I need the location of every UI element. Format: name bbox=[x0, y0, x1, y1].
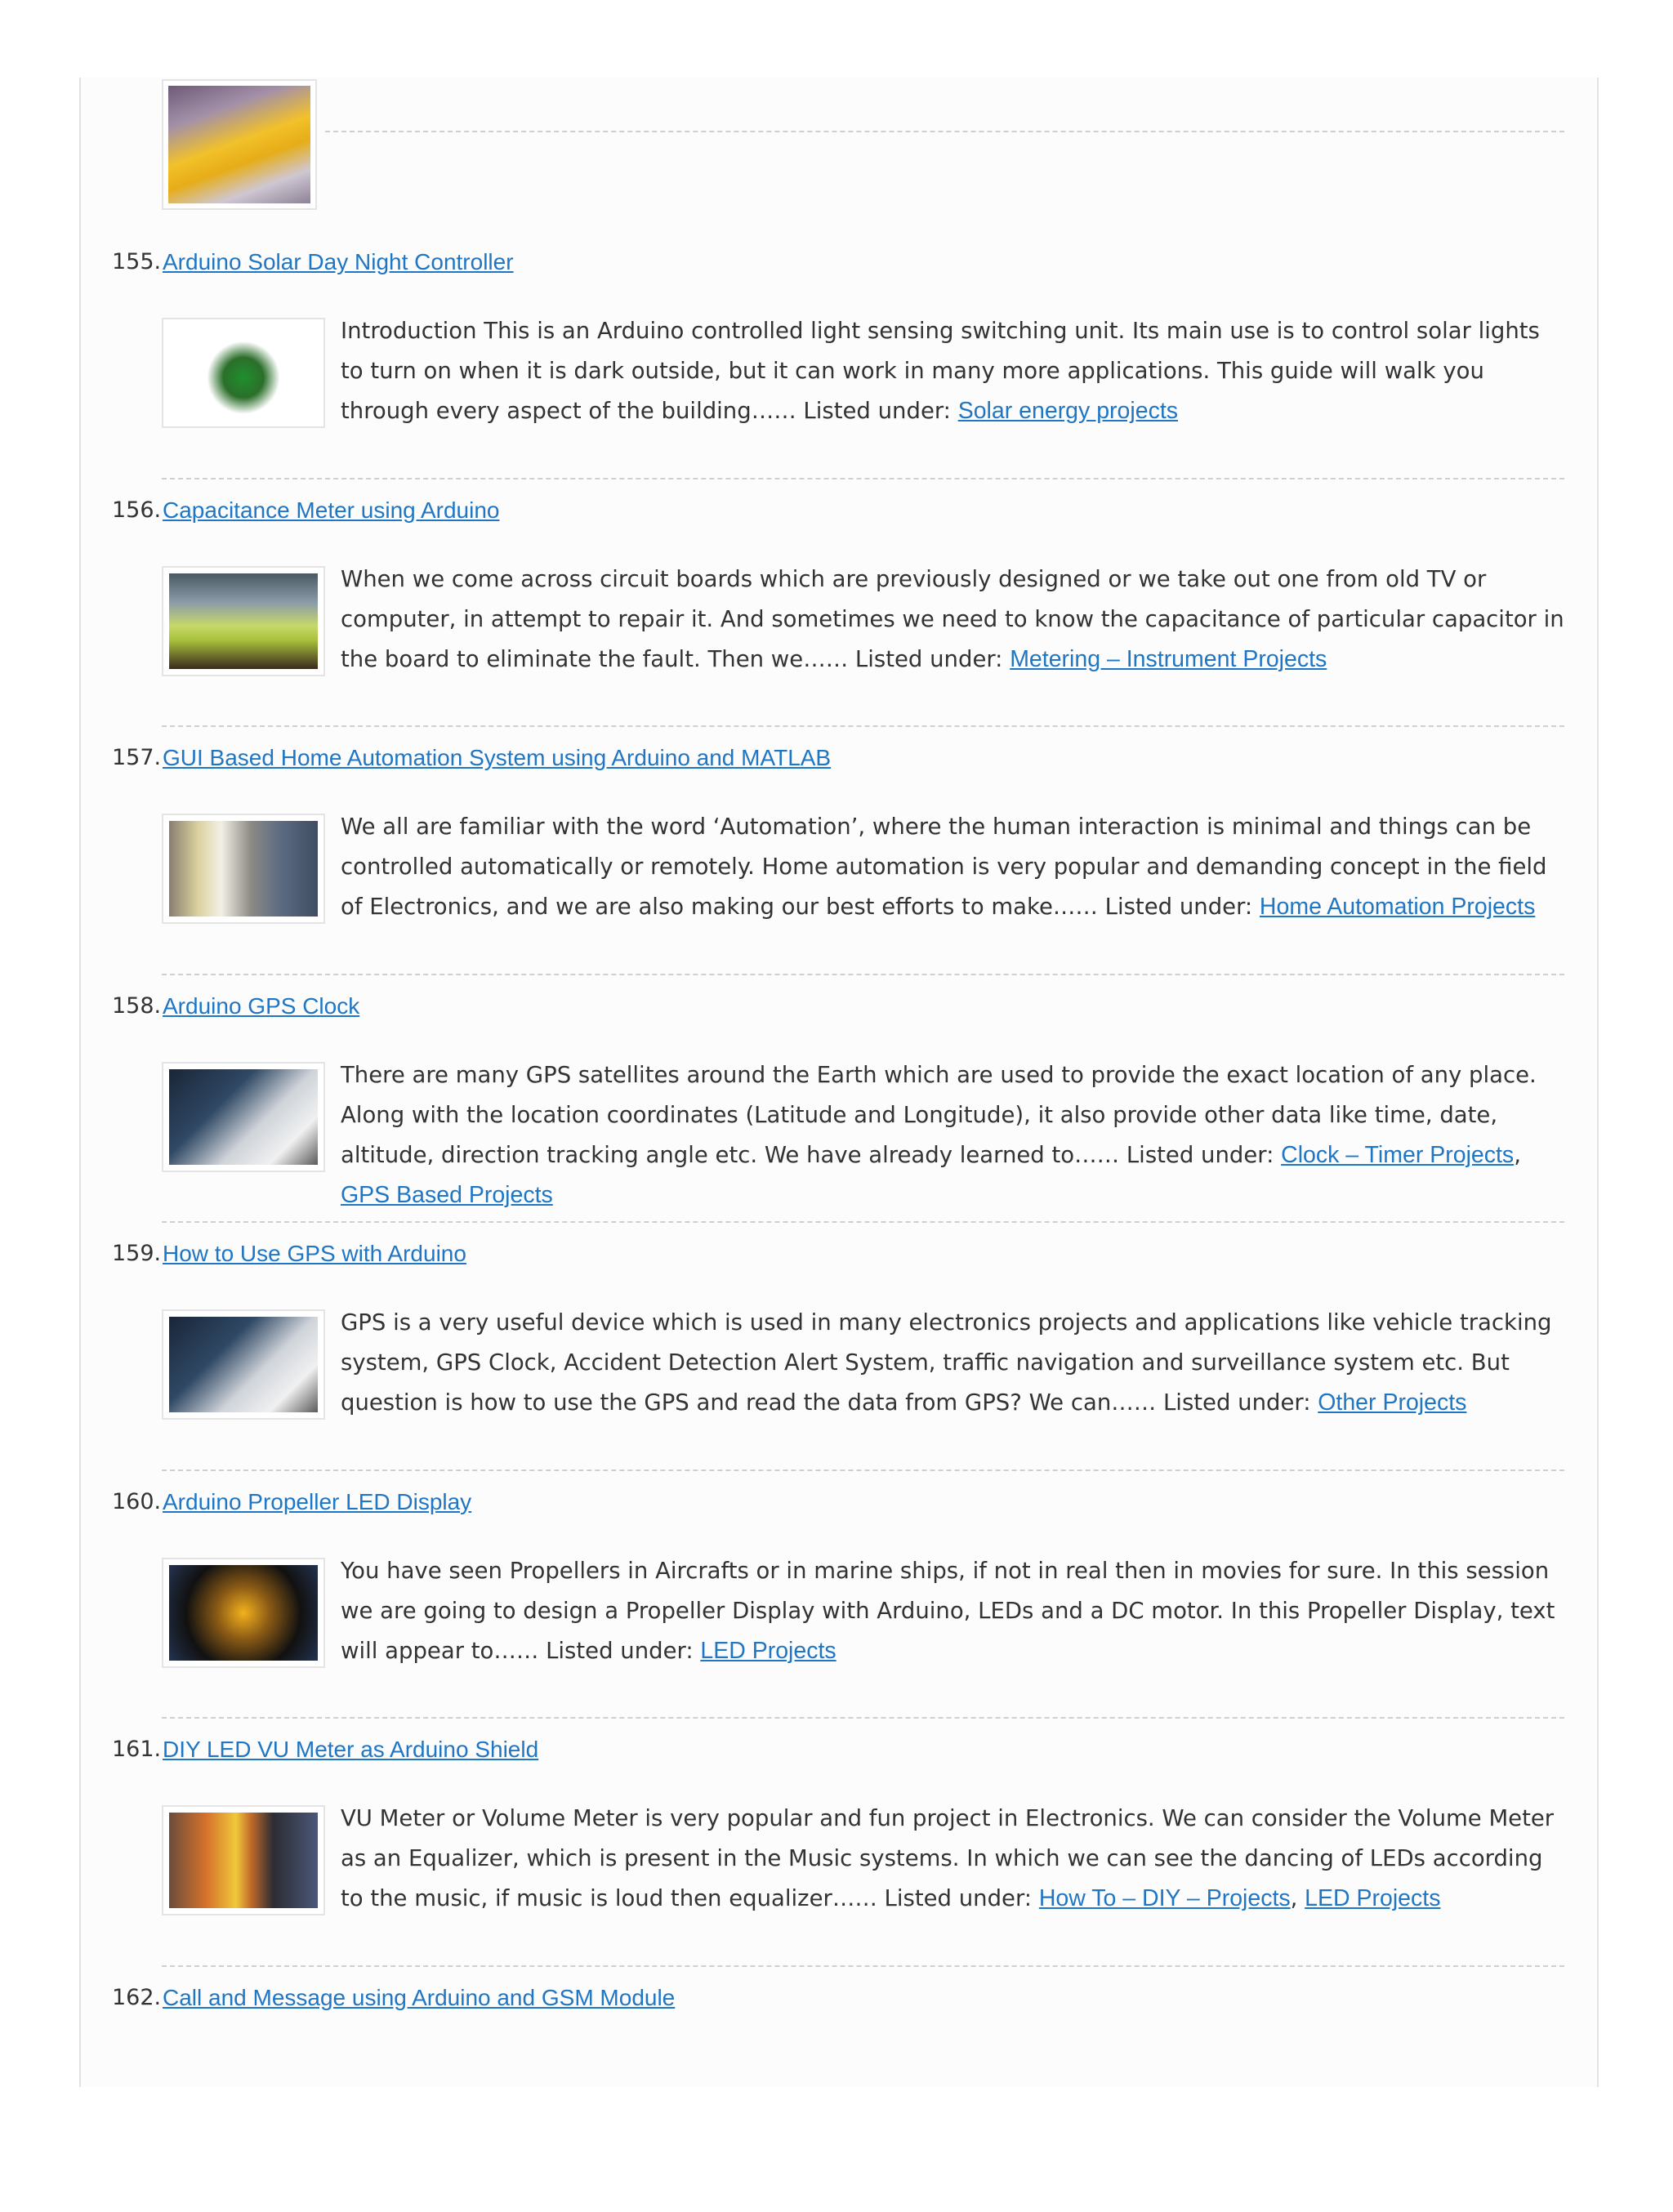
description-text: GPS is a very useful device which is used in many electronics projects and applications like vehicle tracking system, GPS Clock, Accident Detection Alert System, traffic navigation and surveillance system etc. But question is how to use the GPS and read the data from GPS? We can…… Listed under: bbox=[341, 1309, 1552, 1416]
project-title-link[interactable]: Arduino Solar Day Night Controller bbox=[163, 249, 514, 274]
project-title-link[interactable]: Arduino Propeller LED Display bbox=[163, 1488, 472, 1514]
project-entry bbox=[0, 1471, 1673, 1716]
project-title-link[interactable]: GUI Based Home Automation System using Arduino and MATLAB bbox=[163, 745, 832, 770]
project-title-link[interactable]: How to Use GPS with Arduino bbox=[163, 1241, 466, 1266]
category-separator: , bbox=[1514, 1141, 1521, 1168]
divider bbox=[162, 974, 1564, 975]
category-link[interactable]: GPS Based Projects bbox=[341, 1181, 553, 1208]
description-text: We all are familiar with the word ‘Automation’, where the human interaction is minimal and things can be controlled automatically or remotely. Home automation is very popular and demanding concept in the field of Electronics, and we are also making our best efforts to make…… Listed under: bbox=[341, 814, 1547, 920]
project-description bbox=[341, 1551, 1566, 1671]
project-image bbox=[169, 1813, 318, 1908]
capacitance-meter-thumbnail[interactable] bbox=[162, 566, 325, 676]
gps-clock-thumbnail[interactable] bbox=[162, 1062, 325, 1172]
project-entry bbox=[0, 1223, 1673, 1468]
project-entry bbox=[0, 231, 1673, 476]
project-title-link[interactable]: DIY LED VU Meter as Arduino Shield bbox=[163, 1737, 539, 1762]
project-description bbox=[341, 1799, 1566, 1919]
entry-number: 161. bbox=[112, 1737, 162, 1762]
category-link[interactable]: LED Projects bbox=[1305, 1885, 1441, 1911]
category-link[interactable]: Clock – Timer Projects bbox=[1281, 1141, 1515, 1168]
description-text: When we come across circuit boards which are previously designed or we take out one from old TV or computer, in attempt to repair it. And sometimes we need to know the capacitance of particular capacitor in the board to eliminate the fault. Then we…… Listed under: bbox=[341, 565, 1564, 672]
category-separator: , bbox=[1290, 1885, 1305, 1911]
project-image bbox=[169, 1317, 318, 1412]
entry-number: 156. bbox=[112, 497, 162, 523]
divider bbox=[162, 1717, 1564, 1719]
project-image bbox=[169, 1565, 318, 1661]
vu-meter-thumbnail[interactable] bbox=[162, 1805, 325, 1915]
category-link[interactable]: Metering – Instrument Projects bbox=[1010, 645, 1327, 672]
entry-number: 159. bbox=[112, 1241, 162, 1266]
project-description bbox=[341, 1303, 1566, 1423]
project-entry bbox=[0, 975, 1673, 1220]
divider bbox=[162, 478, 1564, 479]
project-description bbox=[341, 560, 1566, 680]
project-title-link[interactable]: Call and Message using Arduino and GSM Module bbox=[163, 1984, 676, 2010]
project-image bbox=[169, 821, 318, 916]
project-image bbox=[169, 325, 318, 421]
description-text: VU Meter or Volume Meter is very popular and fun project in Electronics. We can consider the Volume Meter as an Equalizer, which is present in the Music systems. In which we can see the dancing of LEDs according to the music, if music is loud then equalizer…… Listed under: bbox=[341, 1805, 1555, 1911]
robot-car-image bbox=[168, 86, 310, 203]
divider bbox=[162, 1965, 1564, 1967]
home-automation-thumbnail[interactable] bbox=[162, 814, 325, 924]
entry-number: 155. bbox=[112, 249, 162, 274]
gps-module-thumbnail[interactable] bbox=[162, 1309, 325, 1420]
project-entry bbox=[0, 479, 1673, 725]
category-link[interactable]: Solar energy projects bbox=[957, 398, 1178, 424]
project-description bbox=[341, 311, 1566, 431]
propeller-display-thumbnail[interactable] bbox=[162, 1558, 325, 1668]
category-link[interactable]: Other Projects bbox=[1318, 1389, 1467, 1416]
divider bbox=[162, 1221, 1564, 1223]
divider bbox=[325, 131, 1564, 132]
entry-number: 157. bbox=[112, 745, 162, 770]
project-description bbox=[341, 807, 1566, 927]
robot-car-thumbnail[interactable] bbox=[162, 79, 317, 210]
project-image bbox=[169, 1069, 318, 1165]
description-text: Introduction This is an Arduino controlled light sensing switching unit. Its main use is to control solar lights to turn on when it is dark outside, but it can work in many more applications. This guide will walk you through every aspect of the building…… Listed under: bbox=[341, 318, 1540, 424]
project-image bbox=[169, 573, 318, 669]
category-link[interactable]: How To – DIY – Projects bbox=[1038, 1885, 1291, 1911]
entry-number: 160. bbox=[112, 1488, 162, 1514]
divider bbox=[162, 1469, 1564, 1471]
solar-controller-thumbnail[interactable] bbox=[162, 318, 325, 428]
project-entry bbox=[0, 1719, 1673, 1964]
entry-number: 162. bbox=[112, 1984, 162, 2010]
project-title-link[interactable]: Capacitance Meter using Arduino bbox=[163, 497, 500, 523]
project-entry bbox=[0, 727, 1673, 972]
project-description bbox=[341, 1055, 1566, 1215]
description-text: You have seen Propellers in Aircrafts or in marine ships, if not in real then in movies for sure. In this session we are going to design a Propeller Display with Arduino, LEDs and a DC motor. In this Propeller Display, text will appear to…… Listed under: bbox=[341, 1557, 1555, 1664]
category-link[interactable]: LED Projects bbox=[700, 1637, 836, 1664]
category-link[interactable]: Home Automation Projects bbox=[1259, 894, 1536, 920]
divider bbox=[162, 725, 1564, 727]
entry-number: 158. bbox=[112, 992, 162, 1019]
description-text: There are many GPS satellites around the Earth which are used to provide the exact location of any place. Along with the location coordinates (Latitude and Longitude), it also provide other data like time, date, altitude, direction tracking angle etc. We have already learned to…… Listed under: bbox=[341, 1061, 1537, 1168]
project-title-link[interactable]: Arduino GPS Clock bbox=[163, 992, 360, 1019]
project-entry bbox=[0, 1967, 1673, 2212]
